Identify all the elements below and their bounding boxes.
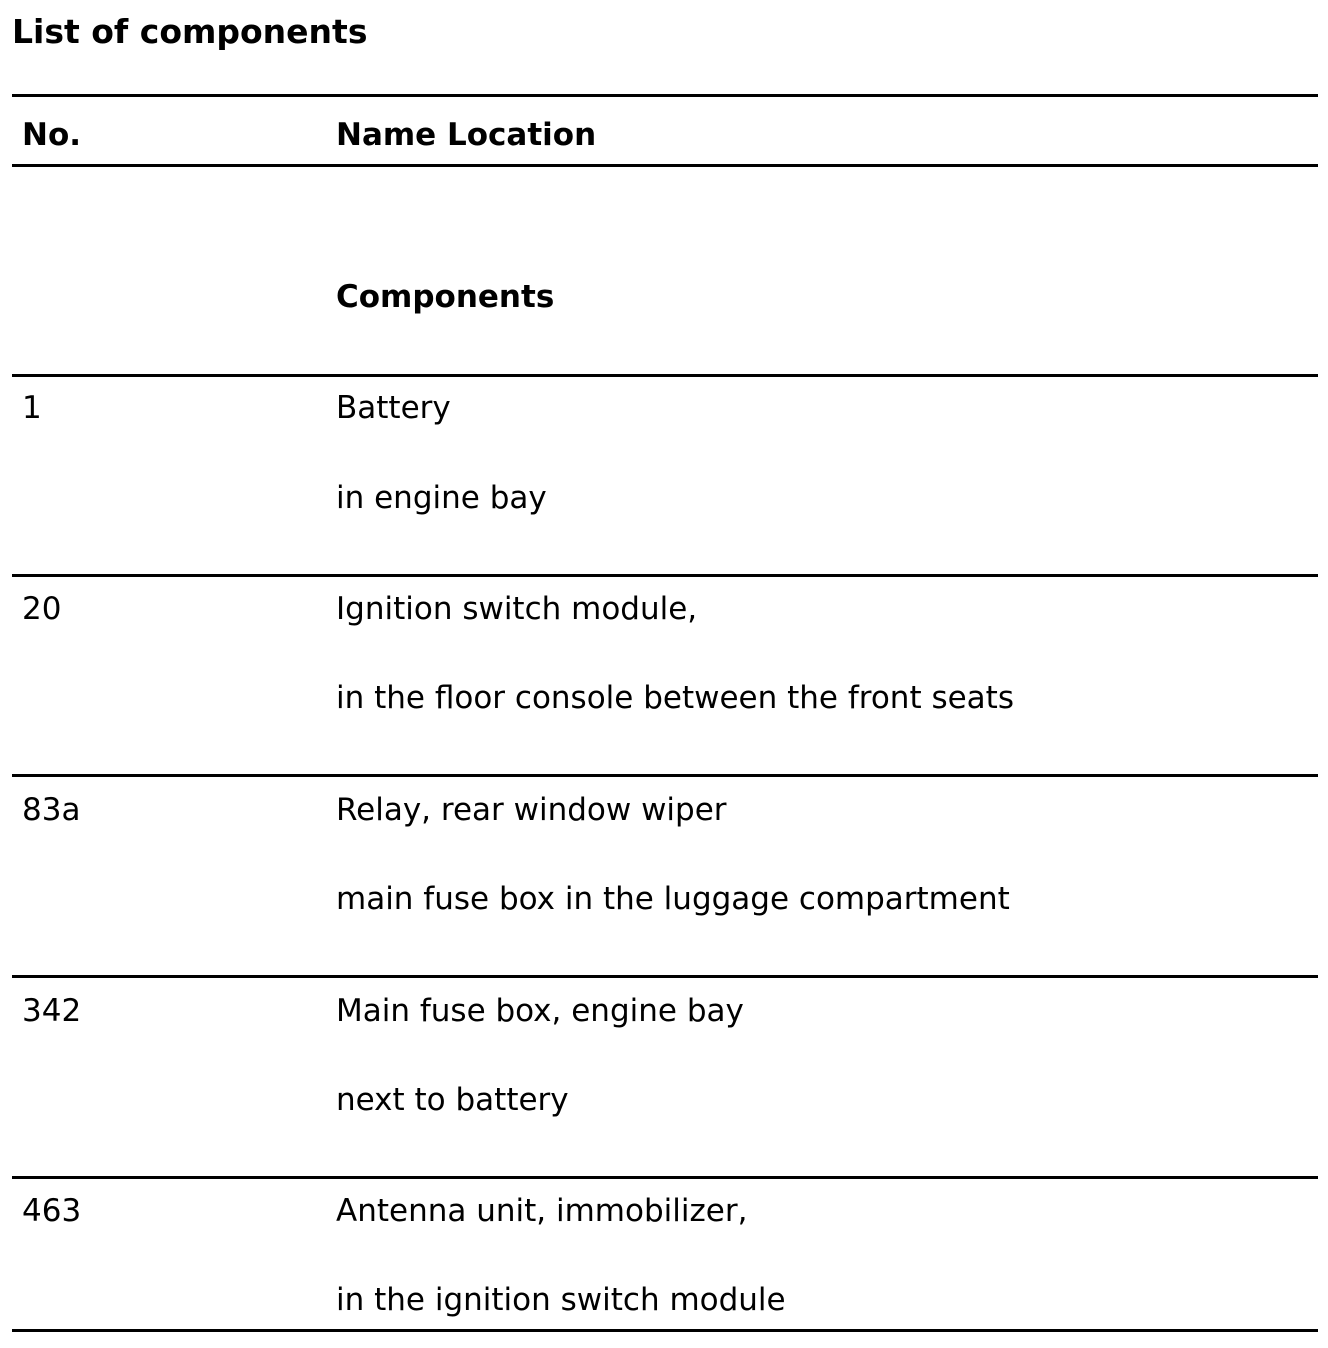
- component-location: in the ignition switch module: [336, 1282, 786, 1318]
- row-number: 83a: [22, 792, 81, 828]
- component-name: Ignition switch module,: [336, 591, 698, 627]
- row-divider: [12, 374, 1318, 377]
- component-name: Battery: [336, 390, 451, 426]
- table-bottom-rule: [12, 1329, 1318, 1332]
- row-number: 20: [22, 591, 62, 627]
- header-no: No.: [22, 117, 82, 153]
- row-divider: [12, 574, 1318, 577]
- component-name: Relay, rear window wiper: [336, 792, 727, 828]
- component-location: main fuse box in the luggage compartment: [336, 881, 1010, 917]
- document-title: List of components: [12, 12, 368, 51]
- component-location: next to battery: [336, 1082, 569, 1118]
- component-location: in engine bay: [336, 480, 547, 516]
- header-name-location: Name Location: [336, 117, 597, 153]
- table-top-rule: [12, 94, 1318, 97]
- row-divider: [12, 1176, 1318, 1179]
- section-title: Components: [336, 279, 555, 315]
- row-number: 1: [22, 390, 42, 426]
- component-location: in the floor console between the front seats: [336, 680, 1014, 716]
- header-bottom-rule: [12, 164, 1318, 167]
- component-name: Antenna unit, immobilizer,: [336, 1193, 748, 1229]
- component-name: Main fuse box, engine bay: [336, 993, 744, 1029]
- row-number: 463: [22, 1193, 82, 1229]
- row-divider: [12, 774, 1318, 777]
- row-number: 342: [22, 993, 82, 1029]
- row-divider: [12, 975, 1318, 978]
